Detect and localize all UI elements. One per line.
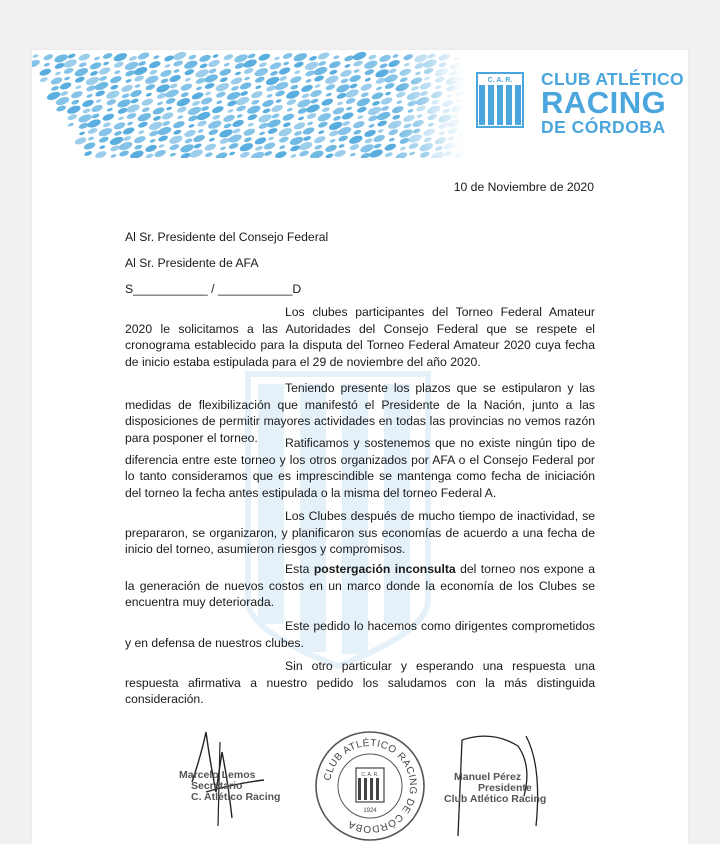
paragraph-6-text: Este pedido lo hacemos como dirigentes comprometidos y en defensa de nuestros clubes.	[125, 619, 595, 650]
paragraph-5-emphasis: postergación inconsulta	[313, 562, 456, 576]
signature-left-club: C. Atlético Racing	[191, 791, 281, 803]
logo-line-2: RACING	[541, 85, 667, 120]
signature-right-club: Club Atlético Racing	[444, 793, 547, 805]
paragraph-1	[125, 304, 595, 370]
paragraph-7	[125, 658, 595, 708]
club-logo-text	[541, 70, 684, 137]
paragraph-5-post: del torneo nos expone a la generación de nuevos costos en un marco donde la economía de los Clubes se encuentra muy deteriorada.	[125, 562, 596, 610]
paragraph-5	[125, 561, 595, 611]
club-shield-icon	[476, 72, 524, 128]
signature-right-role: Presidente	[478, 782, 532, 794]
salutation-line: S___________ / ___________D	[125, 282, 302, 296]
signature-left-role: Secretario	[191, 780, 243, 792]
seal-year: 1924	[363, 808, 377, 814]
paragraph-3	[125, 435, 595, 501]
paragraph-6	[125, 618, 595, 651]
recipient-consejo: Al Sr. Presidente del Consejo Federal	[125, 230, 329, 244]
letter-date: 10 de Noviembre de 2020	[453, 180, 594, 194]
paragraph-4	[125, 508, 595, 558]
letter-page	[32, 50, 688, 844]
paragraph-2-text: Teniendo presente los plazos que se estipularon y las medidas de flexibilización que manifestó el Presidente de la Nación, junto a las disposiciones de permitir mayores actividades en todas las provincias no vemos razón para posponer el torneo.	[125, 381, 595, 445]
paragraph-3-text: Ratificamos y sostenemos que no existe ningún tipo de diferencia entre este torneo y los otros organizados por AFA o el Consejo Federal por lo tanto consideramos que es imprescindible se mantenga como fecha de iniciación del torneo la fecha antes estipulada o la misma del torneo Federal A.	[125, 436, 595, 500]
shield-initials: C. A. R.	[487, 77, 513, 84]
paragraph-5-pre: Esta	[285, 562, 314, 576]
logo-line-3: DE CÓRDOBA	[541, 117, 666, 137]
seal-initials: C. A. R.	[361, 772, 379, 778]
seal-ring-text: CLUB ATLÉTICO RACING DE CÓRDOBA	[322, 737, 419, 835]
club-seal-stamp	[314, 730, 426, 842]
recipient-afa: Al Sr. Presidente de AFA	[125, 256, 259, 270]
logo-line-1: CLUB ATLÉTICO	[541, 69, 684, 89]
signature-left-name: Marcelo Lemos	[179, 769, 256, 781]
paragraph-7-text: Sin otro particular y esperando una respuesta una respuesta afirmativa a nuestro pedido los saludamos con la más distinguida consideración.	[125, 659, 595, 707]
paragraph-4-text: Los Clubes después de mucho tiempo de inactividad, se prepararon, se organizaron, y planificaron sus economías de acuerdo a una fecha de inicio del torneo, asumieron riesgos y compromisos.	[125, 509, 595, 557]
signature-left	[179, 770, 280, 803]
paragraph-1-text: Los clubes participantes del Torneo Federal Amateur 2020 le solicitamos a las Autoridades del Consejo Federal que se respete el cronograma establecido para la disputa del Torneo Federal Amateur 2020 cuya fecha de inicio estaba estipulada para el 29 de noviembre del año 2020.	[125, 305, 595, 369]
signature-right-name: Manuel Pérez	[454, 771, 522, 783]
paragraph-5-text	[125, 561, 595, 611]
signature-right	[444, 772, 546, 805]
